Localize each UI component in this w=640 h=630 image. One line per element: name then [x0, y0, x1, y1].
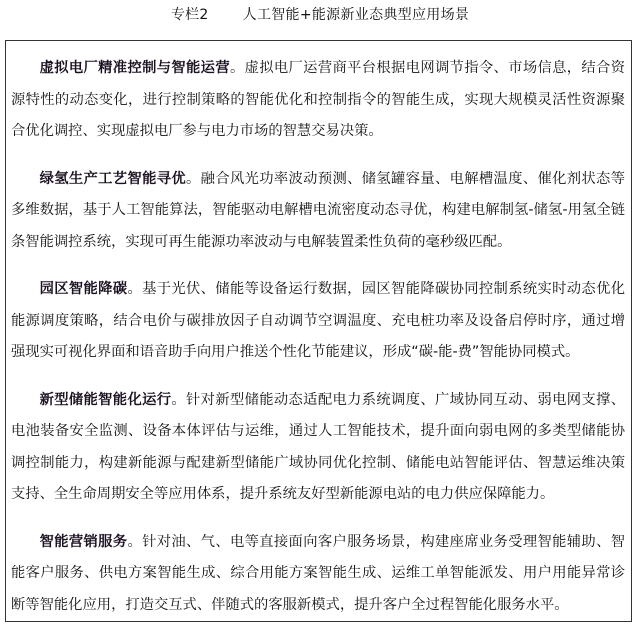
column-box: [5, 40, 632, 622]
paragraph-heading: 绿氢生产工艺智能寻优: [39, 170, 187, 187]
paragraph-body: 。融合风光功率波动预测、储氢罐容量、电解槽温度、催化剂状态等多维数据，基于人工智能算法，智能驱动电解槽电流密度动态寻优，构建电解制氢-储氢-用氢全链条智能调控系统，实现可再生能源功率波动与电解装置柔性负荷的毫秒级匹配。: [11, 170, 625, 250]
paragraph-heading: 虚拟电厂精准控制与智能运营: [39, 60, 230, 76]
paragraph-body: 。虚拟电厂运营商平台根据电网调节指令、市场信息，结合资源特性的动态变化，进行控制策略的智能优化和控制指令的智能生成，实现大规模灵活性资源聚合优化调控、实现虚拟电厂参与电力市场的智慧交易决策。: [11, 60, 626, 139]
column-label: 专栏2: [170, 7, 209, 23]
paragraph-heading: 新型储能智能化运行: [39, 391, 172, 408]
column-title: [0, 5, 640, 25]
column-title-text: 人工智能+能源新业态典型应用场景: [242, 7, 470, 23]
paragraph-body: 。针对新型储能动态适配电力系统调度、广域协同互动、弱电网支撑、电池装备安全监测、设备本体评估与运维，通过人工智能技术，提升面向弱电网的多类型储能协调控制能力，构建新能源与配建新型储能广域协同优化控制、储能电站智能评估、智慧运维决策支持、全生命周期安全等应用体系，提升系统友好型新能源电站的电力供应保障能力。: [11, 391, 625, 502]
paragraph-virtual-power-plant: [11, 53, 625, 148]
paragraph-heading: 园区智能降碳: [39, 281, 128, 297]
paragraph-marketing-service: [11, 527, 625, 622]
paragraph-energy-storage: [11, 385, 625, 511]
paragraph-body: 。基于光伏、储能等设备运行数据，园区智能降碳协同控制系统实时动态优化能源调度策略，结合电价与碳排放因子自动调节空调温度、充电桩功率及设备启停时序，通过增强现实可视化界面和语音助手向用户推送个性化节能建议，形成“碳-能-费”智能协同模式。: [11, 281, 626, 360]
paragraph-park-carbon: [11, 274, 625, 369]
paragraph-green-hydrogen: [11, 164, 625, 259]
paragraph-body: 。针对油、气、电等直接面向客户服务场景，构建座席业务受理智能辅助、智能客户服务、供电方案智能生成、综合用能方案智能生成、运维工单智能派发、用户用能异常诊断等智能化应用，打造交互式、伴随式的客服新模式，提升客户全过程智能化服务水平。: [11, 533, 626, 613]
paragraph-heading: 智能营销服务: [39, 533, 128, 550]
